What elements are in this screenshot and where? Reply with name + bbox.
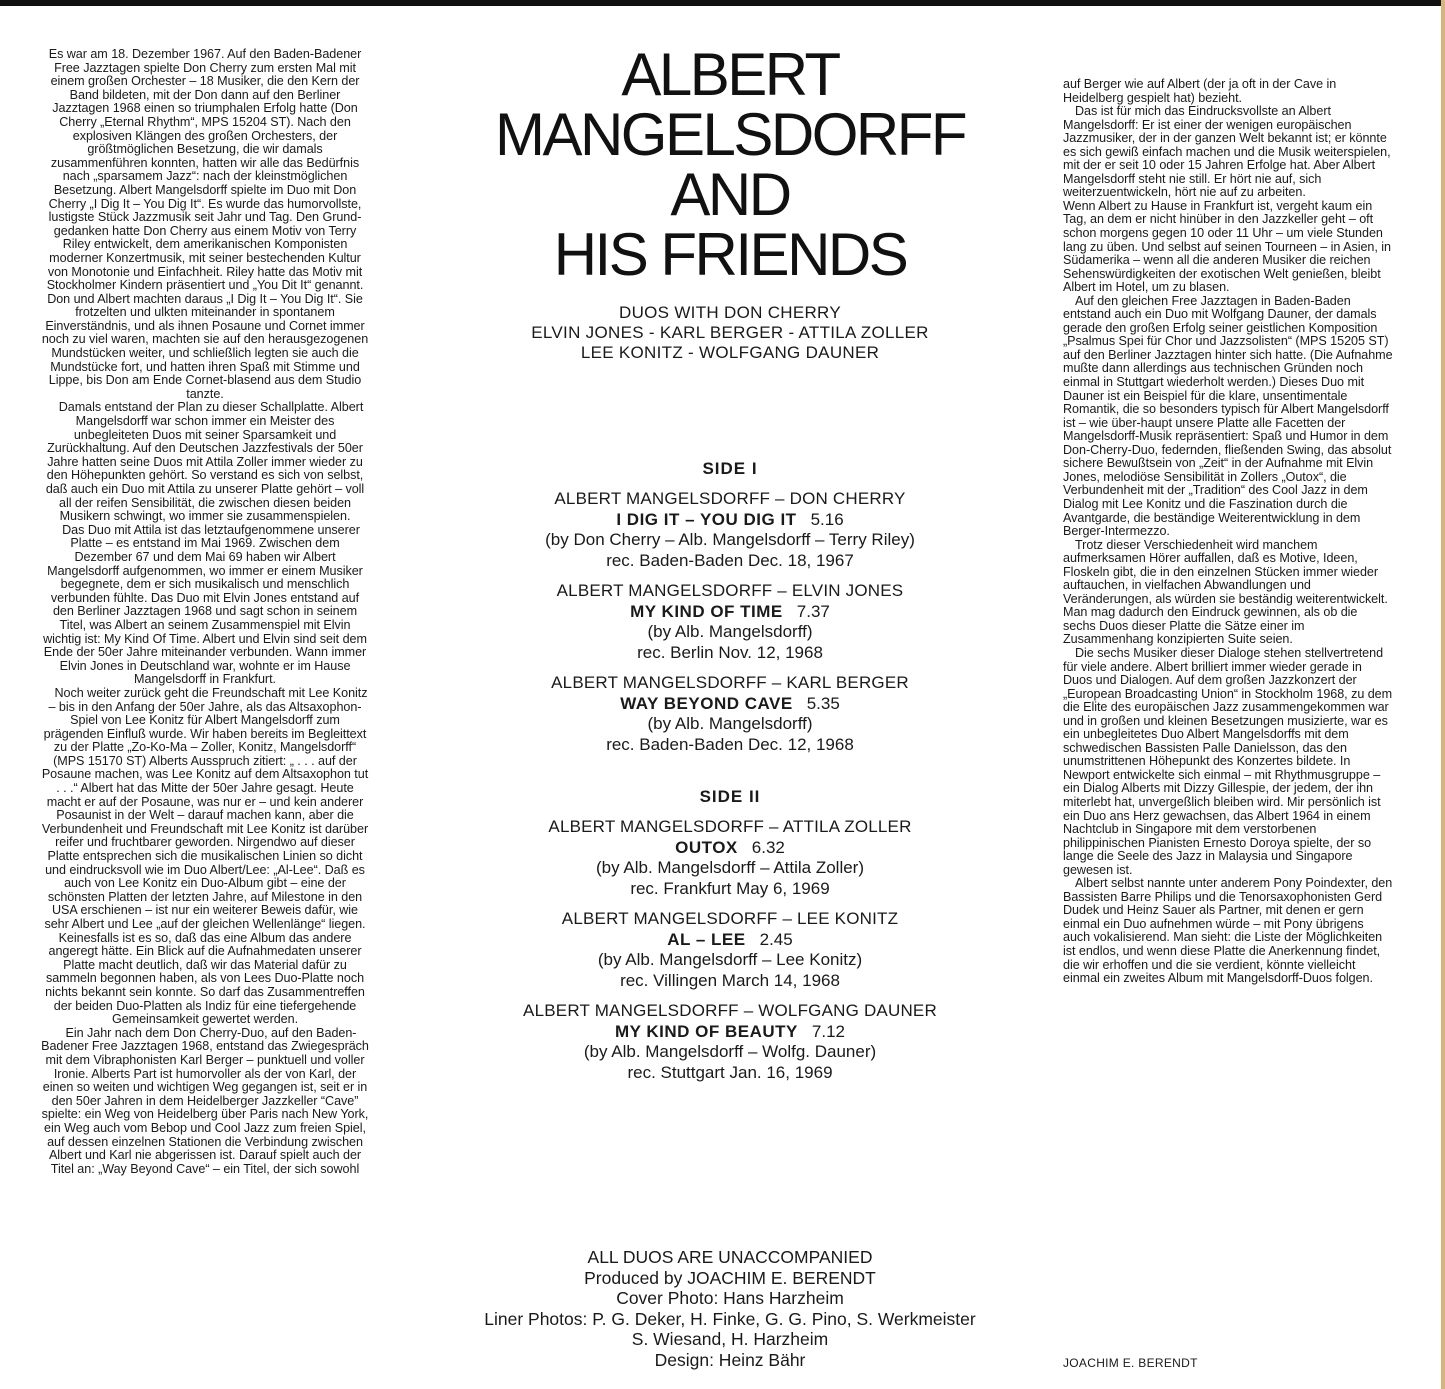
track-title: MY KIND OF TIME — [630, 601, 783, 621]
track-recorded: rec. Baden-Baden Dec. 18, 1967 — [606, 550, 854, 570]
title-line: MANGELSDORFF — [494, 101, 966, 168]
track-duration: 5.16 — [810, 509, 844, 529]
liner-paragraph: Wenn Albert zu Hause in Frankfurt ist, vergeht kaum ein Tag, an dem er nicht hinüber in den Jazzkeller geht – oft schon morgens gegen 10 oder 11 Uhr – um viele Stunden lang zu üben. Und selbst auf seinen Tourneen – in Asien, in Südamerika – wenn all die anderen Musiker die reichen Sehenswürdigkeiten der exotischen Welt genießen, bleibt Albert im Hotel, um zu blasen. — [1063, 198, 1391, 295]
liner-paragraph: Trotz dieser Verschiedenheit wird manchem aufmerksamen Hörer auffallen, daß es Motive, Ideen, Floskeln gibt, die in den einzelnen Stücken immer wieder auftauchen, in vielfachen Abwandlungen und Veränderungen, als würden sie beständig weiterentwickelt. Man mag dadurch den Eindruck gewinnen, als ob die sechs Duos dieser Platte die Sätze einer im Zusammenhang konzipierten Suite seien. — [1063, 537, 1388, 647]
subtitle-line: ELVIN JONES - KARL BERGER - ATTILA ZOLLER — [531, 323, 929, 342]
sleeve-edge — [1441, 0, 1445, 1389]
track-listing — [410, 1001, 1050, 1083]
center-panel — [410, 41, 1050, 1083]
liner-paragraph: Damals entstand der Plan zu dieser Schallplatte. Albert Mangelsdorff war schon immer ein Meister des unbegleiteten Duos mit seiner Sparsamkeit und Zurückhaltung. Auf den Deutschen Jazzfestivals der 50er Jahre hatten seine Duos mit Attila Zoller immer wieder zu den Höhepunkten gehört. So verstand es sich von selbst, daß auch ein Duo mit Attila zu unserer Platte gehört – voll all der reifen Sensibilität, die zwischen diesen beiden Musikern schwingt, wo immer sie zusammenspielen. — [45, 400, 365, 524]
side-heading: SIDE II — [699, 787, 761, 806]
side-heading: SIDE I — [702, 459, 758, 478]
track-title: OUTOX — [675, 837, 738, 857]
credits-line: Liner Photos: P. G. Deker, H. Finke, G. G. Pino, S. Werkmeister — [484, 1308, 976, 1329]
track-artists: ALBERT MANGELSDORFF – KARL BERGER — [551, 673, 909, 692]
title-line: ALBERT — [621, 41, 839, 108]
track-duration: 7.37 — [796, 601, 830, 621]
credits-line: Design: Heinz Bähr — [654, 1349, 806, 1370]
track-listing — [410, 909, 1050, 991]
track-composers: (by Alb. Mangelsdorff – Attila Zoller) — [595, 858, 865, 877]
track-title: MY KIND OF BEAUTY — [614, 1021, 798, 1041]
track-duration: 2.45 — [759, 929, 793, 949]
liner-notes-left-column — [40, 48, 370, 1176]
liner-paragraph: Albert selbst nannte unter anderem Pony Poindexter, den Bassisten Barre Philips und die Tenorsaxophonisten Gerd Dudek und Heinz Sauer als Partner, mit denen er gern einmal ein Duo aufnehmen würde – mit Pony übrigens auch vokalisierend. Man sieht: die Liste der Möglichkeiten ist endlos, und wenn diese Platte die Anerkennung findet, die wir erhoffen und die sie verdient, könnte vielleicht einmal ein zweites Album mit Mangelsdorff-Duos folgen. — [1063, 876, 1393, 986]
track-recorded: rec. Baden-Baden Dec. 12, 1968 — [606, 734, 854, 754]
liner-paragraph: Ein Jahr nach dem Don Cherry-Duo, auf den Baden-Badener Free Jazztagen 1968, entstand das Zwiegespräch mit dem Vibraphonisten Karl Berger – punktuell und voller Ironie. Alberts Part ist humorvoller als der von Karl, der einen so weiten und wichtigen Weg gegangen ist, seit er in den 50er Jahren in dem Heidelberger Jazzkeller “Cave” spielte: ein Weg von Heidelberg über Paris nach New York, ein Weg auch vom Bebop und Cool Jazz zum freien Spiel, auf dessen einzelnen Stationen die Verbindung zwischen Albert und Karl nie abgerissen ist. Darauf spielt auch der Titel an: „Way Beyond Cave“ – ein Titel, der sich sowohl — [41, 1025, 369, 1176]
track-title: AL – LEE — [667, 929, 746, 949]
track-artists: ALBERT MANGELSDORFF – LEE KONITZ — [561, 909, 899, 928]
track-listing — [410, 673, 1050, 755]
side-two — [410, 787, 1050, 1083]
track-duration: 7.12 — [811, 1021, 845, 1041]
top-border — [0, 0, 1445, 6]
author-signature: JOACHIM E. BERENDT — [1063, 1356, 1198, 1370]
track-title: WAY BEYOND CAVE — [620, 693, 793, 713]
track-artists: ALBERT MANGELSDORFF – WOLFGANG DAUNER — [523, 1001, 937, 1020]
track-composers: (by Alb. Mangelsdorff) — [647, 714, 813, 733]
track-composers: (by Alb. Mangelsdorff) — [647, 622, 813, 641]
album-subtitle — [410, 303, 1050, 363]
title-line: AND — [670, 161, 790, 228]
track-recorded: rec. Villingen March 14, 1968 — [620, 970, 840, 990]
liner-paragraph: Es war am 18. Dezember 1967. Auf den Baden-Badener Free Jazztagen spielte Don Cherry zum ersten Mal mit einem großen Orchester – 18 Musiker, die den Kern der Band bildeten, mit der Don dann auf den Berliner Jazztagen 1968 einen so triumphalen Erfolg hatte (Don Cherry „Eternal Rhythm“, MPS 15204 ST). Nach den explosiven Klängen des großen Orchesters, der größtmöglichen Besetzung, die wir damals zusammenführen konnten, hatten wir alle das Bedürfnis nach „sparsamem Jazz“: nach der kleinstmöglichen Besetzung. Albert Mangelsdorff spielte im Duo mit Don Cherry „I Dig It – You Dig It“. Es wurde das humorvollste, lustigste Stück Jazzmusik seit Jahr und Tag. Den Grund-gedanken hatte Don Cherry aus einem Motiv von Terry Riley entwickelt, dem amerikanischen Komponisten moderner Konzertmusik, mit seiner bestechenden Kultur von Monotonie und Einfachheit. Riley hatte das Motiv mit Stockholmer Kindern präsentiert und „You Dit It“ genannt. Don und Albert machten daraus „I Dig It – You Dig It“. Sie frotzelten und ulkten miteinander in spontanem Einverständnis, und als ihnen Posaune und Cornet immer noch zu viel waren, machten sie auf den herausgezogenen Mundstücken weiter, und schließlich legten sie auch die Mundstücke fort, und hatten ihren Spaß mit Stimme und Lippe, bis Don am Ende Cornet-blasend aus dem Studio tanzte. — [41, 47, 369, 401]
liner-paragraph: Noch weiter zurück geht die Freundschaft mit Lee Konitz – bis in den Anfang der 50er Jahre, als das Altsaxophon-Spiel von Lee Konitz für Albert Mangelsdorff zum prägenden Einfluß wurde. Wir haben bereits im Begleittext zu der Platte „Zo-Ko-Ma – Zoller, Konitz, Mangelsdorff“ (MPS 15170 ST) Alberts Ausspruch zitiert: „ . . . auf der Posaune machen, was Lee Konitz auf dem Altsaxophon tut . . .“ Albert hat das Mitte der 50er Jahre gesagt. Heute macht er auf der Posaune, was nur er – und kein anderer Posaunist in der Welt – darauf machen kann, aber die Verbundenheit und Freundschaft mit Lee Konitz ist darüber reifer und fruchtbarer geworden. Nirgendwo auf dieser Platte entsprechen sich die musikalischen Linien so dicht und eindrucksvoll wie im Duo Albert/Lee: „Al-Lee“. Daß es auch von Lee Konitz ein Duo-Album gibt – eine der schönsten Platten der letzten Jahre, auf Milestone in den USA erschienen – ist nur ein weiterer Beweis dafür, wie sehr Albert und Lee „auf der gleichen Wellenlänge“ liegen. Keinesfalls ist es so, daß das eine Album das andere angeregt hätte. Ein Blick auf die Aufnahmedaten unserer Platte macht deutlich, daß wir das Material dafür zu sammeln begonnen haben, als von Lees Duo-Platte noch nichts bekannt sein konnte. So darf das Zusammentreffen der beiden Duo-Platten als Indiz für eine tiefergehende Gemeinsamkeit gewertet werden. — [41, 685, 369, 1027]
liner-paragraph: Auf den gleichen Free Jazztagen in Baden-Baden entstand auch ein Duo mit Wolfgang Dauner, der damals gerade den großen Erfolg seiner geistlichen Komposition „Psalmus Spei für Chor und Jazzsolisten“ (MPS 15205 ST) auf den Berliner Jazztagen hinter sich hatte. (Die Aufnahme mußte dann allerdings aus technischen Gründen noch einmal in Stuttgart wiederholt werden.) Dieses Duo mit Dauner ist ein Beispiel für die klare, unsentimentale Romantik, die so besonders typisch für Albert Mangelsdorff ist – wie über-haupt unsere Platte alle Facetten der Mangelsdorff-Musik repräsentiert: Spaß und Humor in dem Don-Cherry-Duo, federnden, fließenden Swing, das absolut sichere Bewußtsein von „Zeit“ in der Aufnahme mit Elvin Jones, melodiöse Sensibilität in Zollers „Outox“, die Verbundenheit mit der „Tradition“ des Cool Jazz in dem Dialog mit Lee Konitz und die Faszination durch die Avantgarde, die beständige Weiterentwicklung in dem Berger-Intermezzo. — [1063, 293, 1393, 539]
credits-block — [410, 1247, 1050, 1371]
track-composers: (by Don Cherry – Alb. Mangelsdorff – Terry Riley) — [545, 530, 915, 549]
liner-paragraph: Die sechs Musiker dieser Dialoge stehen stellvertretend für viele andere. Albert brilliert immer wieder gerade in Duos und Dialogen. Auf dem großen Jazzkonzert der „European Broadcasting Union“ in Stockholm 1968, zu dem die Elite des europäischen Jazz zusammengekommen war und in großen und kleinen Besetzungen musizierte, war es ein unbegleitetes Duo Albert Mangelsdorffs mit dem schwedischen Bassisten Palle Danielsson, das den unumstrittenen Höhepunkt des Konzertes bildete. In Newport entwickelte sich einmal – mit Rhythmusgruppe – ein Dialog Alberts mit Dizzy Gillespie, der jedem, der ihn miterlebt hat, unvergeßlich bleiben wird. Mir persönlich ist ein Duo ans Herz gewachsen, das Albert 1964 in einem Nachtclub in Singapore mit dem verstorbenen philippinischen Pianisten Ernesto Doroya spielte, der so lange die Seele des Jazz in Malaysia und Singapore gewesen ist. — [1063, 645, 1393, 877]
track-recorded: rec. Stuttgart Jan. 16, 1969 — [627, 1062, 833, 1082]
album-title — [410, 41, 1050, 288]
track-listing — [410, 581, 1050, 663]
side-one — [410, 459, 1050, 755]
track-artists: ALBERT MANGELSDORFF – ELVIN JONES — [556, 581, 904, 600]
track-composers: (by Alb. Mangelsdorff – Wolfg. Dauner) — [583, 1042, 877, 1061]
title-line: HIS FRIENDS — [553, 221, 907, 288]
track-listing — [410, 489, 1050, 571]
credits-line: Cover Photo: Hans Harzheim — [616, 1288, 844, 1309]
subtitle-line: LEE KONITZ - WOLFGANG DAUNER — [580, 343, 880, 362]
liner-paragraph: auf Berger wie auf Albert (der ja oft in der Cave in Heidelberg gespielt hat) bezieht. — [1063, 77, 1337, 105]
track-duration: 6.32 — [751, 837, 785, 857]
liner-paragraph: Das Duo mit Attila ist das letztaufgenommene unserer Platte – es entstand im Mai 1969. Zwischen dem Dezember 67 und dem Mai 69 haben wir Albert Mangelsdorff aufgenommen, wo immer er einem Musiker begegnete, dem er sich musikalisch und menschlich verbunden fühlte. Das Duo mit Elvin Jones entstand auf den Berliner Jazztagen 1968 und sagt schon in seinem Titel, was Albert an seinem Zusammenspiel mit Elvin wichtig ist: My Kind Of Time. Albert und Elvin sind seit dem Ende der 50er Jahre miteinander verbunden. Wann immer Elvin Jones in Deutschland war, wohnte er im Hause Mangelsdorff in Frankfurt. — [43, 522, 367, 687]
liner-paragraph: Das ist für mich das Eindrucksvollste an Albert Mangelsdorff: Er ist einer der wenigen europäischen Jazzmusiker, der in der ganzen Welt bekannt ist; er könnte es sich gewiß einfach machen und die Musik weiterspielen, mit der er seit 10 oder 15 Jahren Erfolge hat. Aber Albert Mangelsdorff steht nie still. Er hört nie auf, sich weiterzuentwickeln, hört nie auf zu arbeiten. — [1063, 104, 1391, 200]
track-duration: 5.35 — [806, 693, 840, 713]
credits-line: S. Wiesand, H. Harzheim — [631, 1329, 829, 1350]
track-listing — [410, 817, 1050, 899]
track-composers: (by Alb. Mangelsdorff – Lee Konitz) — [597, 950, 863, 969]
subtitle-line: DUOS WITH DON CHERRY — [619, 303, 841, 322]
track-artists: ALBERT MANGELSDORFF – ATTILA ZOLLER — [548, 817, 912, 836]
track-recorded: rec. Berlin Nov. 12, 1968 — [637, 642, 823, 662]
liner-notes-right-column — [1063, 78, 1393, 986]
track-recorded: rec. Frankfurt May 6, 1969 — [630, 878, 830, 898]
track-title: I DIG IT – YOU DIG IT — [616, 509, 797, 529]
track-artists: ALBERT MANGELSDORFF – DON CHERRY — [554, 489, 906, 508]
credits-line: Produced by JOACHIM E. BERENDT — [584, 1267, 876, 1288]
credits-line: ALL DUOS ARE UNACCOMPANIED — [587, 1247, 873, 1267]
